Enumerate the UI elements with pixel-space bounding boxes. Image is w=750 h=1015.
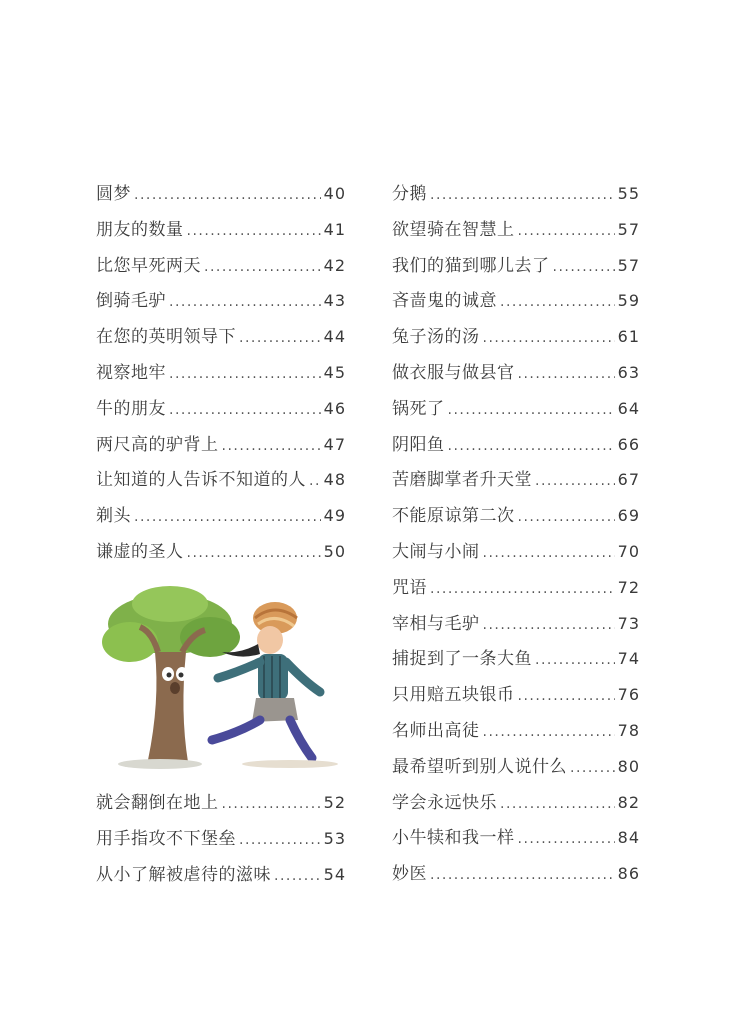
toc-entry[interactable]: 大闹与小闹 ..... 70 xyxy=(392,534,640,570)
toc-entry[interactable]: 让知道的人告诉不知道的人 ..... 48 xyxy=(96,462,346,498)
tree-and-man-illustration xyxy=(100,582,340,772)
toc-entry[interactable]: 倒骑毛驴 ..... 43 xyxy=(96,283,346,319)
toc-entry[interactable]: 比您早死两天 ..... 42 xyxy=(96,248,346,284)
toc-entry[interactable]: 捕捉到了一条大鱼 ..... 74 xyxy=(392,641,640,677)
toc-entry[interactable]: 两尺高的驴背上 ..... 47 xyxy=(96,427,346,463)
toc-entry[interactable]: 牛的朋友 ..... 46 xyxy=(96,391,346,427)
toc-entry[interactable]: 咒语 ..... 72 xyxy=(392,570,640,606)
toc-entry[interactable]: 吝啬鬼的诚意 ..... 59 xyxy=(392,283,640,319)
toc-entry[interactable]: 做衣服与做县官 ..... 63 xyxy=(392,355,640,391)
toc-entry[interactable]: 妙医 ..... 86 xyxy=(392,856,640,892)
toc-entry[interactable]: 用手指攻不下堡垒 ..... 53 xyxy=(96,821,346,857)
toc-entry[interactable]: 在您的英明领导下 ..... 44 xyxy=(96,319,346,355)
toc-left-bottom xyxy=(96,785,346,892)
toc-entry[interactable]: 分鹅 ..... 55 xyxy=(392,176,640,212)
toc-entry[interactable]: 小牛犊和我一样 ..... 84 xyxy=(392,820,640,856)
toc-entry[interactable]: 剃头 ..... 49 xyxy=(96,498,346,534)
toc-entry[interactable]: 锅死了 ..... 64 xyxy=(392,391,640,427)
toc-entry[interactable]: 从小了解被虐待的滋味 ..... 54 xyxy=(96,857,346,893)
toc-entry[interactable]: 苦磨脚掌者升天堂 ..... 67 xyxy=(392,462,640,498)
toc-right xyxy=(392,176,640,892)
toc-left-top xyxy=(96,176,346,570)
toc-entry[interactable]: 视察地牢 ..... 45 xyxy=(96,355,346,391)
toc-entry[interactable]: 学会永远快乐 ..... 82 xyxy=(392,785,640,821)
toc-entry[interactable]: 不能原谅第二次 ..... 69 xyxy=(392,498,640,534)
toc-entry[interactable]: 圆梦 ..... 40 xyxy=(96,176,346,212)
toc-entry[interactable]: 名师出高徒 ..... 78 xyxy=(392,713,640,749)
toc-entry[interactable]: 欲望骑在智慧上 ..... 57 xyxy=(392,212,640,248)
toc-entry[interactable]: 就会翻倒在地上 ..... 52 xyxy=(96,785,346,821)
toc-entry[interactable]: 阴阳鱼 ..... 66 xyxy=(392,427,640,463)
toc-entry[interactable]: 最希望听到别人说什么 ..... 80 xyxy=(392,749,640,785)
toc-entry[interactable]: 朋友的数量 ..... 41 xyxy=(96,212,346,248)
toc-entry[interactable]: 宰相与毛驴 ..... 73 xyxy=(392,606,640,642)
toc-entry[interactable]: 谦虚的圣人 ..... 50 xyxy=(96,534,346,570)
toc-entry[interactable]: 兔子汤的汤 ..... 61 xyxy=(392,319,640,355)
toc-entry[interactable]: 只用赔五块银币 ..... 76 xyxy=(392,677,640,713)
toc-entry[interactable]: 我们的猫到哪儿去了 ..... 57 xyxy=(392,248,640,284)
